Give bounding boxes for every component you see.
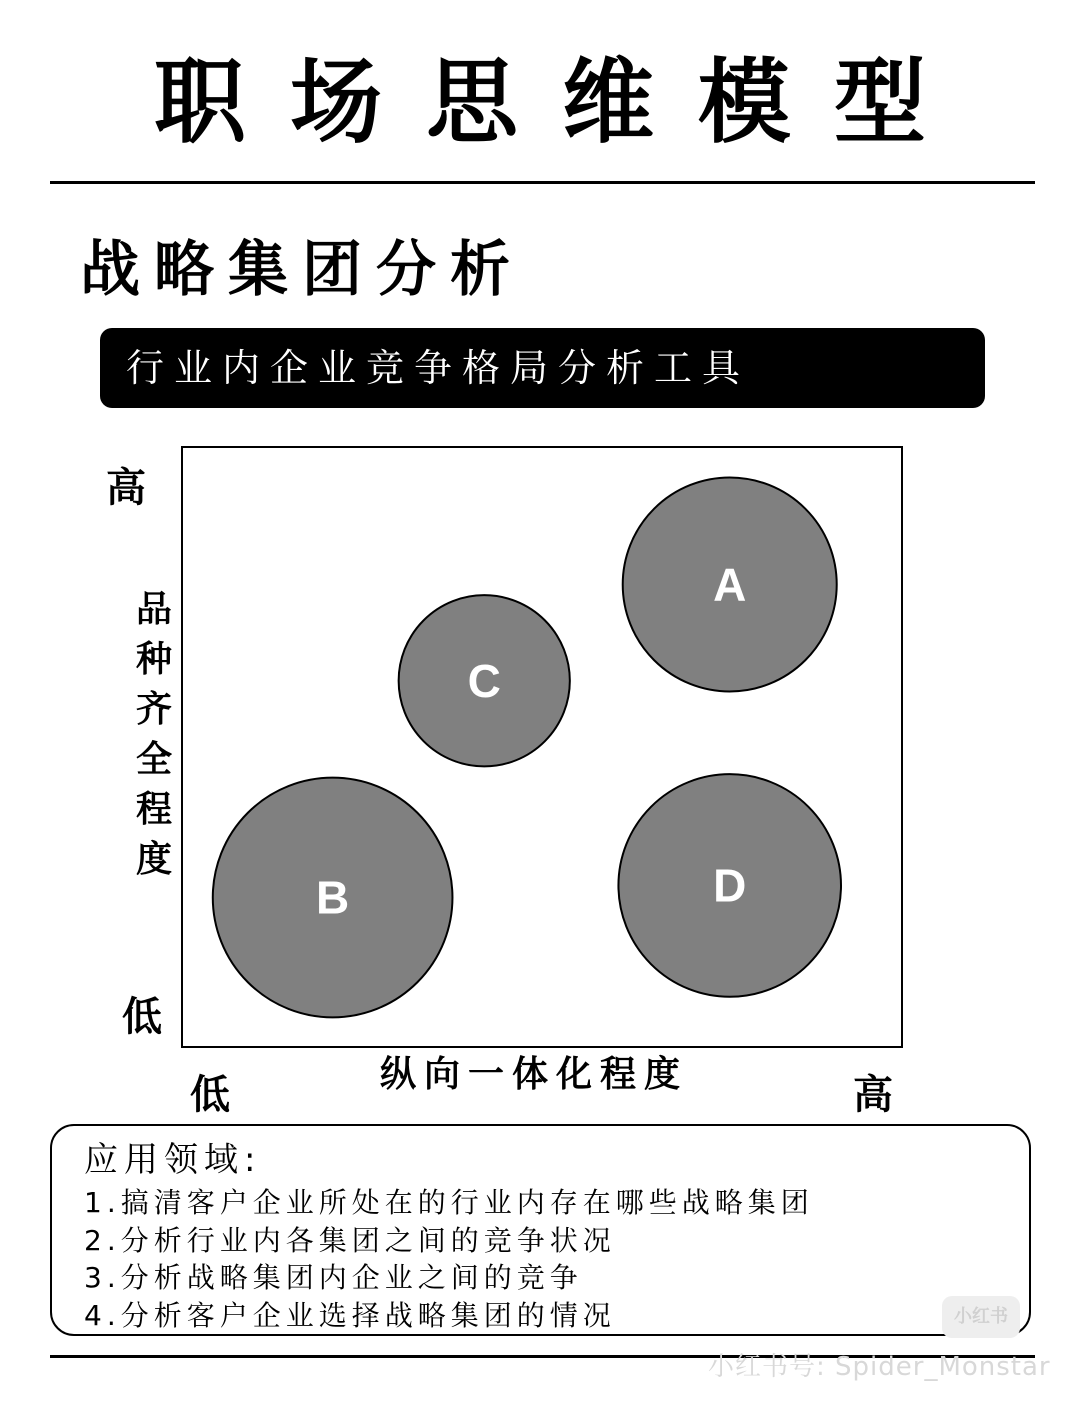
application-item: 1.搞清客户企业所处在的行业内存在哪些战略集团 [84, 1186, 814, 1219]
y-axis-low-label: 低 [122, 994, 162, 1040]
application-item: 3.分析战略集团内企业之间的竞争 [84, 1261, 583, 1294]
watermark-text: 小红书号: Spider_Monstar [708, 1352, 1051, 1382]
subtitle-banner: 行业内企业竞争格局分析工具 [100, 328, 985, 408]
application-title: 应用领域: [84, 1140, 262, 1180]
application-item: 2.分析行业内各集团之间的竞争状况 [84, 1223, 616, 1257]
watermark-logo: 小红书 [942, 1296, 1020, 1338]
section-title: 战略集团分析 [80, 235, 524, 305]
x-axis-high-label: 高 [853, 1072, 893, 1118]
y-axis-high-label: 高 [106, 465, 146, 511]
bubble-label-b: B [316, 871, 350, 924]
y-axis-label: 品种齐全程度 [135, 589, 172, 880]
bubble-label-c: C [467, 654, 501, 707]
strategic-group-chart [181, 446, 903, 1048]
x-axis-low-label: 低 [190, 1072, 230, 1118]
application-box [50, 1124, 1031, 1336]
bubble-label-a: A [713, 558, 747, 611]
top-divider [50, 181, 1035, 184]
x-axis-label: 纵向一体化程度 [380, 1054, 689, 1095]
bubble-label-d: D [713, 859, 747, 912]
page-title: 职场思维模型 [153, 49, 970, 156]
application-item: 4.分析客户企业选择战略集团的情况 [84, 1298, 616, 1332]
